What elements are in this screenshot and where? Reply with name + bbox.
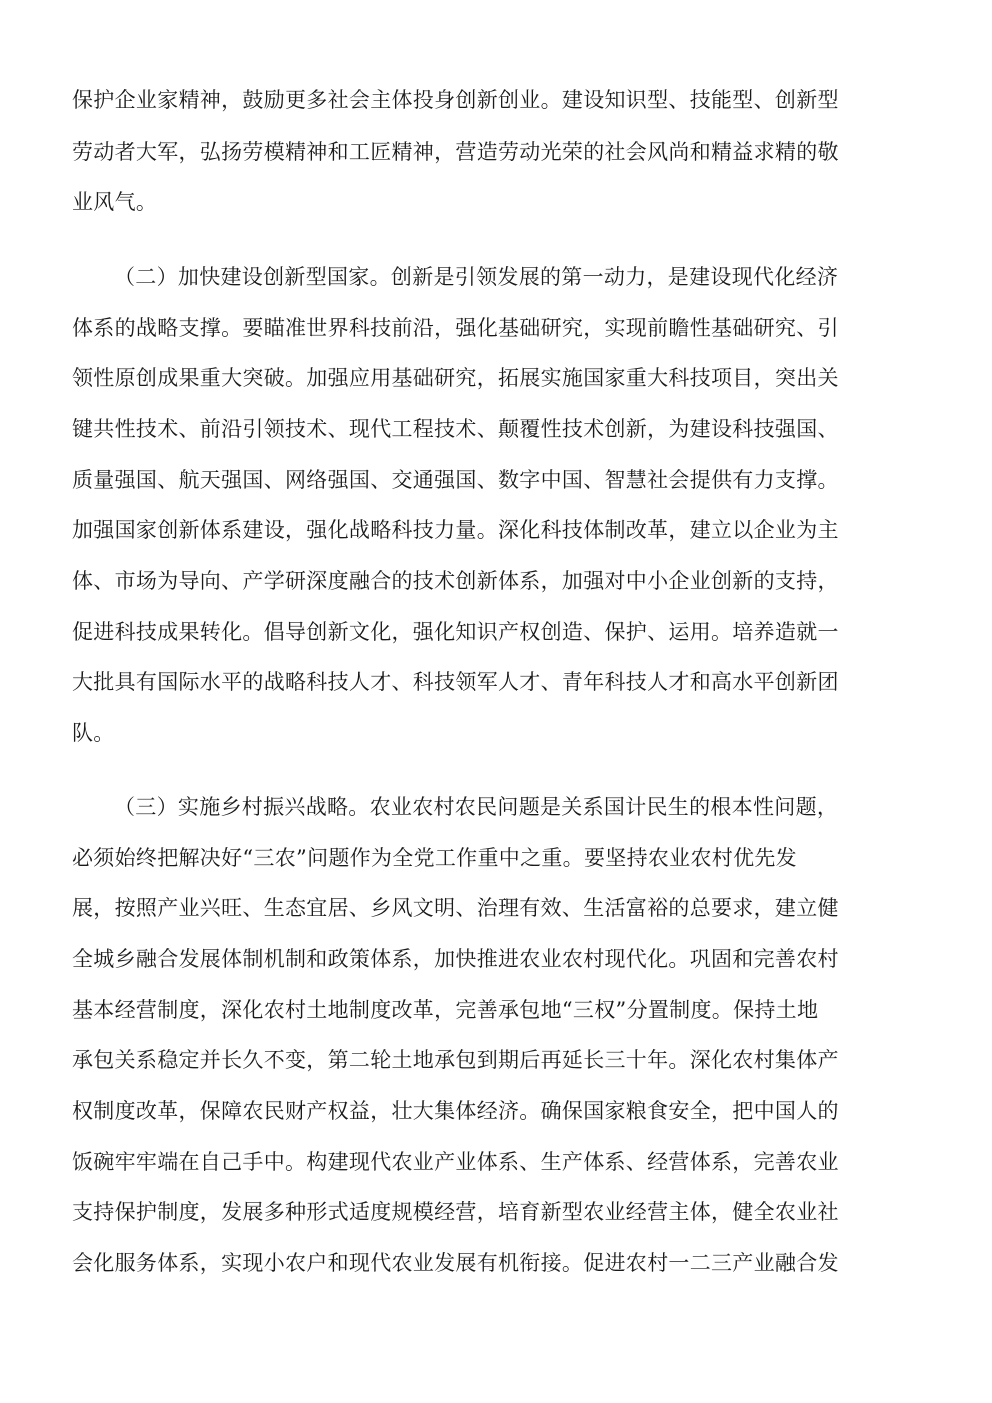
- paragraph-line: 劳动者大军，弘扬劳模精神和工匠精神，营造劳动光荣的社会风尚和精益求精的敬: [72, 140, 839, 164]
- paragraph-line: 支持保护制度，发展多种形式适度规模经营，培育新型农业经营主体，健全农业社: [72, 1200, 839, 1224]
- paragraph-line: 质量强国、航天强国、网络强国、交通强国、数字中国、智慧社会提供有力支撑。: [72, 468, 839, 492]
- paragraph-line: 全城乡融合发展体制机制和政策体系，加快推进农业农村现代化。巩固和完善农村: [72, 947, 839, 971]
- paragraph-line: 展，按照产业兴旺、生态宜居、乡风文明、治理有效、生活富裕的总要求，建立健: [72, 896, 839, 920]
- paragraph-line: 体、市场为导向、产学研深度融合的技术创新体系，加强对中小企业创新的支持，: [72, 569, 839, 593]
- paragraph-line: 基本经营制度，深化农村土地制度改革，完善承包地“三权”分置制度。保持土地: [72, 998, 819, 1022]
- paragraph-line: 领性原创成果重大突破。加强应用基础研究，拓展实施国家重大科技项目，突出关: [72, 366, 839, 390]
- paragraph-line: 队。: [72, 721, 115, 745]
- paragraph-line: 大批具有国际水平的战略科技人才、科技领军人才、青年科技人才和高水平创新团: [72, 670, 839, 694]
- paragraph-line: 体系的战略支撑。要瞄准世界科技前沿，强化基础研究，实现前瞻性基础研究、引: [72, 316, 839, 340]
- paragraph-line: 权制度改革，保障农民财产权益，壮大集体经济。确保国家粮食安全，把中国人的: [72, 1099, 839, 1123]
- paragraph-line: 会化服务体系，实现小农户和现代农业发展有机衔接。促进农村一二三产业融合发: [72, 1251, 839, 1275]
- paragraph-line: 键共性技术、前沿引领技术、现代工程技术、颠覆性技术创新，为建设科技强国、: [72, 417, 839, 441]
- paragraph-line: 促进科技成果转化。倡导创新文化，强化知识产权创造、保护、运用。培养造就一: [72, 620, 839, 644]
- paragraph-line: 必须始终把解决好“三农”问题作为全党工作重中之重。要坚持农业农村优先发: [72, 846, 797, 870]
- paragraph-line: （三）实施乡村振兴战略。农业农村农民问题是关系国计民生的根本性问题，: [114, 795, 839, 819]
- paragraph-line: 饭碗牢牢端在自己手中。构建现代农业产业体系、生产体系、经营体系，完善农业: [72, 1150, 839, 1174]
- paragraph-line: 承包关系稳定并长久不变，第二轮土地承包到期后再延长三十年。深化农村集体产: [72, 1048, 839, 1072]
- paragraph-line: 加强国家创新体系建设，强化战略科技力量。深化科技体制改革，建立以企业为主: [72, 518, 839, 542]
- paragraph-line: 业风气。: [72, 190, 158, 214]
- paragraph-line: 保护企业家精神，鼓励更多社会主体投身创新创业。建设知识型、技能型、创新型: [72, 88, 839, 112]
- paragraph-line: （二）加快建设创新型国家。创新是引领发展的第一动力，是建设现代化经济: [114, 265, 839, 289]
